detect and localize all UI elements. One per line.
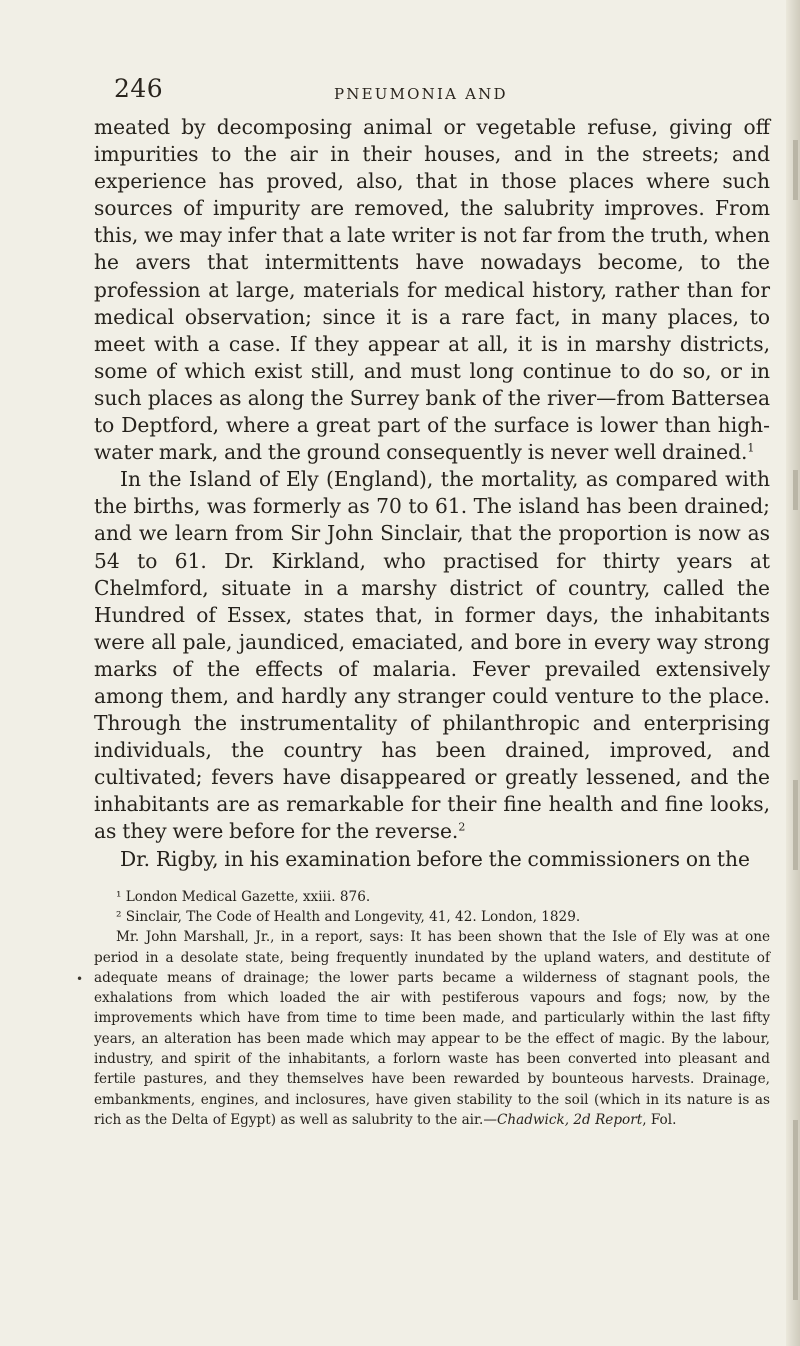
footnote-ref-1: 1 [747, 441, 755, 455]
page-number: 246 [114, 74, 164, 103]
paragraph-3 [94, 846, 770, 873]
footnote-1: ¹ London Medical Gazette, xxiii. 876. [116, 888, 371, 905]
margin-dot: • [76, 972, 84, 986]
footnote-2: ² Sinclair, The Code of Health and Longevity, 41, 42. London, 1829. [116, 908, 581, 925]
paragraph-1 [94, 114, 770, 466]
running-head [94, 70, 770, 110]
footnote-ref-2: 2 [458, 820, 466, 834]
edge-mark [793, 1120, 798, 1300]
running-title: PNEUMONIA AND [334, 85, 508, 103]
page-edge-shadow [786, 0, 800, 1346]
footnotes [94, 887, 770, 1131]
edge-mark [793, 780, 798, 870]
body-text [94, 114, 770, 873]
footnote-tail: , Fol. [642, 1111, 677, 1128]
paragraph-2-text: In the Island of Ely (England), the mortality, as compared with the births, was formerly as 70 to 61. The island has been drained; and we learn from Sir John Sinclair, that the proportion is now as 54 to 61. Dr. Kirkland, who practised for thirty years at Chelmford, situate in a marshy district of country, called the Hundred of Essex, states that, in former days, the inhabitants were all pale, jaundiced, emaciated, and bore in every way strong marks of the effects of malaria. Fever prevailed extensively among them, and hardly any stranger could venture to the place. Through the instrumentality of philanthropic and enterprising individuals, the country has been drained, improved, and cultivated; fevers have disappeared or greatly lessened, and the inhabitants are as remarkable for their fine health and fine looks, as they were before for the reverse. [94, 467, 770, 844]
footnote-source: Chadwick, 2d Report [496, 1111, 643, 1128]
footnote-2-continued [94, 927, 770, 1130]
footnote-2-continued-text: Mr. John Marshall, Jr., in a report, says: It has been shown that the Isle of Ely was at one period in a desolate state, being frequently inundated by the upland waters, and destitute of adequate means of drainage; the lower parts became a wilderness of stagnant pools, the exhalations from which loaded the air with pestiferous vapours and fogs; now, by the improvements which have from time to time been made, and particularly within the last fifty years, an alteration has been made which may appear to be the effect of magic. By the labour, industry, and spirit of the inhabitants, a forlorn waste has been converted into pleasant and fertile pastures, and they themselves have been rewarded by bounteous harvests. Drainage, embankments, engines, and inclosures, have given stability to the soil (which in its nature is as rich as the Delta of Egypt) as well as salubrity to the air.— [94, 929, 770, 1128]
book-page [94, 70, 770, 1130]
edge-mark [793, 470, 798, 510]
paragraph-3-text: Dr. Rigby, in his examination before the commissioners on the [120, 846, 750, 871]
paragraph-2 [94, 466, 770, 845]
edge-mark [793, 140, 798, 200]
paragraph-1-text: meated by decomposing animal or vegetable refuse, giving off impurities to the air in their houses, and in the streets; and experience has proved, also, that in those places where such sources of impurity are removed, the salubrity improves. From this, we may infer that a late writer is not far from the truth, when he avers that intermittents have nowadays become, to the profession at large, materials for medical history, rather than for medical observation; since it is a rare fact, in many places, to meet with a case. If they appear at all, it is in marshy districts, some of which exist still, and must long continue to do so, or in such places as along the Surrey bank of the river—from Battersea to Deptford, where a great part of the surface is lower than high-water mark, and the ground consequently is never well drained. [94, 115, 770, 465]
